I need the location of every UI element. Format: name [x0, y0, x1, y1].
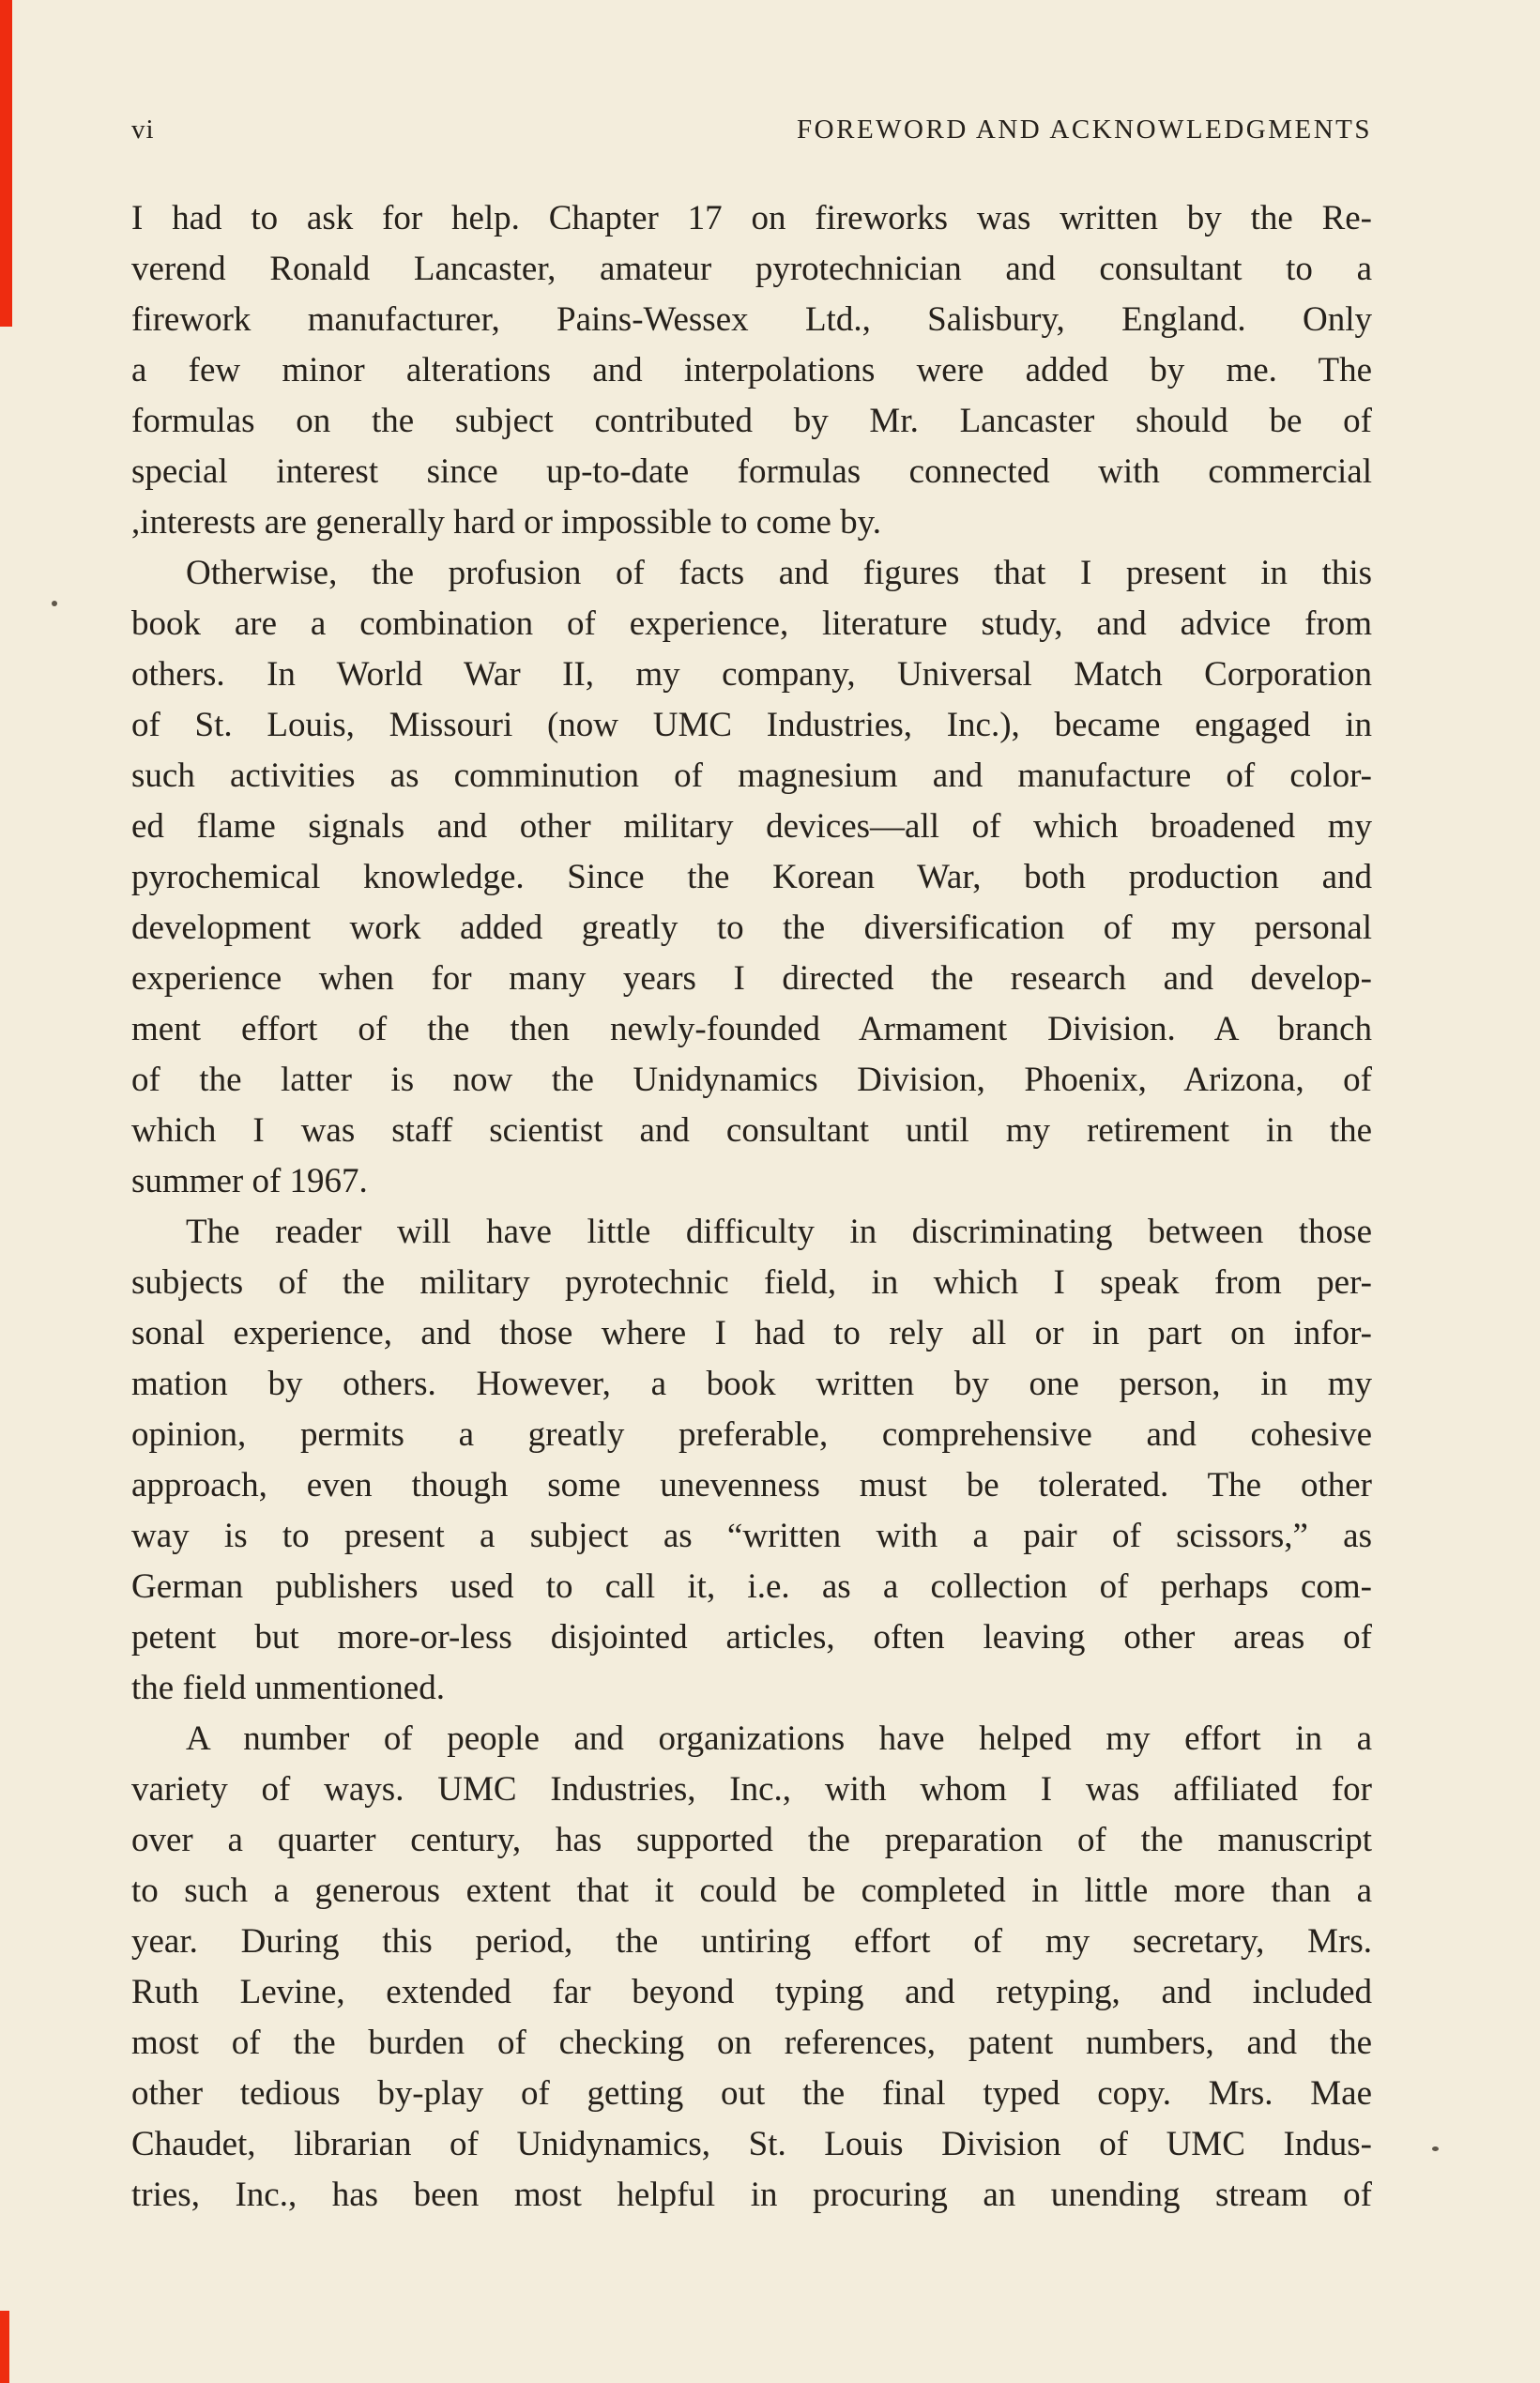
text-line: special interest since up-to-date formulas connected with commercial: [131, 452, 1372, 491]
text-line: Otherwise, the profusion of facts and figures that I present in this: [186, 554, 1372, 592]
text-line: a few minor alterations and interpolations were added by me. The: [131, 351, 1372, 390]
text-line: book are a combination of experience, literature study, and advice from: [131, 604, 1372, 643]
text-line: ed flame signals and other military devices—all of which broadened my: [131, 807, 1372, 846]
text-line: tries, Inc., has been most helpful in procuring an unending stream of: [131, 2176, 1372, 2214]
text-line: of St. Louis, Missouri (now UMC Industries, Inc.), became engaged in: [131, 706, 1372, 744]
text-line: I had to ask for help. Chapter 17 on fireworks was written by the Re-: [131, 199, 1372, 237]
text-line: summer of 1967.: [131, 1162, 368, 1200]
text-line: The reader will have little difficulty in discriminating between those: [186, 1213, 1372, 1251]
text-line: the field unmentioned.: [131, 1669, 445, 1707]
text-line: petent but more-or-less disjointed articles, often leaving other areas of: [131, 1618, 1372, 1657]
text-line: which I was staff scientist and consultant until my retirement in the: [131, 1111, 1372, 1150]
scan-edge-stripe-top: [0, 0, 12, 327]
text-line: verend Ronald Lancaster, amateur pyrotechnician and consultant to a: [131, 250, 1372, 288]
text-line: to such a generous extent that it could be completed in little more than a: [131, 1871, 1372, 1910]
text-line: approach, even though some unevenness must be tolerated. The other: [131, 1466, 1372, 1505]
text-line: others. In World War II, my company, Universal Match Corporation: [131, 655, 1372, 694]
text-line: other tedious by-play of getting out the final typed copy. Mrs. Mae: [131, 2074, 1372, 2113]
text-line: over a quarter century, has supported the preparation of the manuscript: [131, 1821, 1372, 1859]
text-line: most of the burden of checking on references, patent numbers, and the: [131, 2024, 1372, 2062]
text-line: ment effort of the then newly-founded Armament Division. A branch: [131, 1010, 1372, 1048]
text-line: development work added greatly to the diversification of my personal: [131, 909, 1372, 947]
text-line: firework manufacturer, Pains-Wessex Ltd., Salisbury, England. Only: [131, 300, 1372, 339]
running-title: FOREWORD AND ACKNOWLEDGMENTS: [797, 115, 1372, 145]
text-line: variety of ways. UMC Industries, Inc., with whom I was affiliated for: [131, 1770, 1372, 1809]
text-line: experience when for many years I directed the research and develop-: [131, 959, 1372, 998]
text-line: A number of people and organizations have helped my effort in a: [186, 1719, 1372, 1758]
text-line: opinion, permits a greatly preferable, comprehensive and cohesive: [131, 1415, 1372, 1454]
page-header: [131, 115, 1372, 145]
page-number: vi: [131, 115, 155, 145]
scan-speck: [52, 601, 57, 606]
text-line: sonal experience, and those where I had to rely all or in part on infor-: [131, 1314, 1372, 1352]
text-line: pyrochemical knowledge. Since the Korean War, both production and: [131, 858, 1372, 896]
page-body: [131, 193, 1372, 2221]
text-line: Chaudet, librarian of Unidynamics, St. Louis Division of UMC Indus-: [131, 2125, 1372, 2163]
text-line: mation by others. However, a book written by one person, in my: [131, 1365, 1372, 1403]
scan-speck: [1432, 2146, 1439, 2151]
text-line: such activities as comminution of magnesium and manufacture of color-: [131, 756, 1372, 795]
text-line: formulas on the subject contributed by Mr. Lancaster should be of: [131, 402, 1372, 440]
text-line: German publishers used to call it, i.e. as a collection of perhaps com-: [131, 1567, 1372, 1606]
scan-edge-stripe-bottom: [0, 2311, 9, 2383]
text-line: subjects of the military pyrotechnic field, in which I speak from per-: [131, 1263, 1372, 1302]
text-line: ,interests are generally hard or impossible to come by.: [131, 503, 882, 542]
text-line: of the latter is now the Unidynamics Division, Phoenix, Arizona, of: [131, 1061, 1372, 1099]
text-line: way is to present a subject as “written with a pair of scissors,” as: [131, 1517, 1372, 1555]
text-line: Ruth Levine, extended far beyond typing and retyping, and included: [131, 1973, 1372, 2011]
text-line: year. During this period, the untiring effort of my secretary, Mrs.: [131, 1922, 1372, 1961]
